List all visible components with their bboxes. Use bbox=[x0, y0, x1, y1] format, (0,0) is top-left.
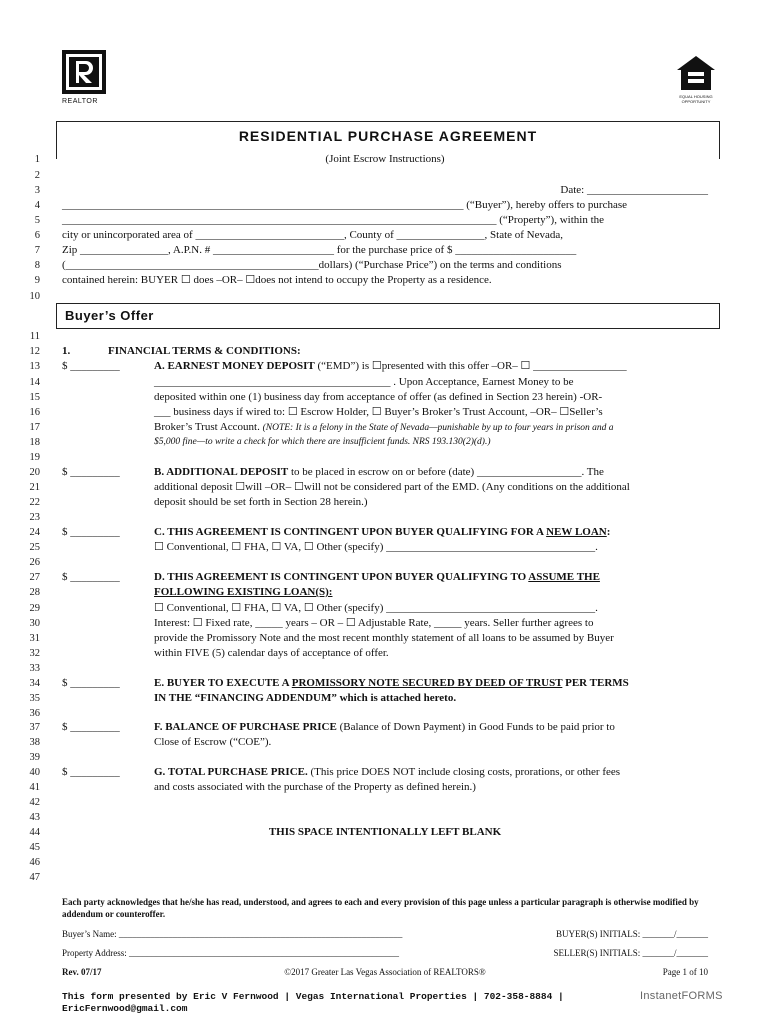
new-loan-heading bbox=[154, 525, 708, 540]
line-number: 6 bbox=[34, 230, 40, 241]
assume-loan-line-5: provide the Promissory Note and the most recent monthly statement of all loans to be assumed by Buyer bbox=[154, 632, 614, 644]
line-number: 26 bbox=[29, 557, 40, 568]
additional-deposit-label: B. ADDITIONAL DEPOSIT bbox=[154, 466, 289, 478]
additional-deposit-line-3: deposit should be set forth in Section 28 herein.) bbox=[154, 496, 368, 508]
balance-text-1: (Balance of Down Payment) in Good Funds to be paid prior to bbox=[336, 721, 615, 733]
promissory-note-underlined: PROMISSORY NOTE SECURED BY DEED OF TRUST bbox=[291, 677, 563, 689]
date-field[interactable]: Date: ______________________ bbox=[560, 184, 708, 196]
occupancy-line[interactable]: contained herein: BUYER ☐ does –OR– ☐does not intend to occupy the Property as a residence. bbox=[62, 274, 492, 286]
revision: Rev. 07/17 bbox=[62, 967, 102, 977]
assume-loan-label-underlined: ASSUME THE bbox=[528, 571, 600, 583]
line-number: 42 bbox=[29, 797, 40, 808]
line-number: 24 bbox=[29, 527, 40, 538]
emd-note: (NOTE: It is a felony in the State of Nevada—punishable by up to four years in prison and a bbox=[262, 423, 614, 433]
eho-label: EQUAL HOUSING OPPORTUNITY bbox=[679, 94, 713, 104]
line-number: 29 bbox=[29, 603, 40, 614]
balance-label: F. BALANCE OF PURCHASE PRICE bbox=[154, 721, 337, 733]
emd-line-4[interactable]: ___ business days if wired to: ☐ Escrow Holder, ☐ Buyer’s Broker’s Trust Account, –OR– ☐Seller’s bbox=[154, 406, 603, 418]
assume-loan-heading bbox=[154, 570, 708, 585]
line-number: 16 bbox=[29, 407, 40, 418]
line-number: 11 bbox=[29, 331, 40, 342]
new-loan-options[interactable]: ☐ Conventional, ☐ FHA, ☐ VA, ☐ Other (specify) ______________________________________. bbox=[154, 541, 598, 553]
line-number: 45 bbox=[29, 842, 40, 853]
copyright: ©2017 Greater Las Vegas Association of REALTORS® bbox=[284, 967, 486, 977]
assume-loan-amount[interactable]: $ _________ bbox=[62, 571, 120, 583]
financial-num: 1. bbox=[62, 345, 71, 357]
line-number: 36 bbox=[29, 708, 40, 719]
dollars-line[interactable]: (______________________________________________dollars) (“Purchase Price”) on the terms and conditions bbox=[62, 259, 562, 271]
city-line[interactable]: city or unincorporated area of ___________________________, County of ________________, State of Nevada, bbox=[62, 229, 564, 241]
line-number: 32 bbox=[29, 648, 40, 659]
instanet-logo: InstanetFORMS bbox=[640, 990, 723, 1002]
emd-line-6: $5,000 fine—to write a check for which there are insufficient funds. NRS 193.130(2)(d).) bbox=[154, 437, 491, 447]
line-number: 21 bbox=[29, 482, 40, 493]
emd-line-1 bbox=[154, 359, 708, 374]
additional-deposit-amount[interactable]: $ _________ bbox=[62, 466, 120, 478]
line-number: 30 bbox=[29, 618, 40, 629]
balance-line-1 bbox=[154, 720, 708, 735]
presented-by: This form presented by Eric V Fernwood | Vegas International Properties | 702-358-8884 | bbox=[62, 991, 564, 1002]
line-number: 39 bbox=[29, 752, 40, 763]
emd-amount[interactable]: $ _________ bbox=[62, 360, 120, 372]
new-loan-colon: : bbox=[606, 526, 611, 538]
line-number: 5 bbox=[34, 215, 40, 226]
additional-deposit-line-1 bbox=[154, 465, 708, 480]
line-number: 34 bbox=[29, 678, 40, 689]
property-address-field[interactable]: Property Address: ____________________________________________________________ bbox=[62, 948, 399, 958]
balance-line-2: Close of Escrow (“COE”). bbox=[154, 736, 272, 748]
line-number: 17 bbox=[29, 422, 40, 433]
emd-label: A. EARNEST MONEY DEPOSIT bbox=[154, 360, 315, 372]
line-number: 23 bbox=[29, 512, 40, 523]
line-number: 35 bbox=[29, 693, 40, 704]
emd-line-5 bbox=[154, 420, 708, 436]
zip-line[interactable]: Zip ________________, A.P.N. # ______________________ for the purchase price of $ ______________________ bbox=[62, 244, 577, 256]
line-number: 43 bbox=[29, 812, 40, 823]
assume-loan-heading-2: FOLLOWING EXISTING LOAN(S): bbox=[154, 586, 333, 598]
line-number: 8 bbox=[34, 260, 40, 271]
total-price-amount[interactable]: $ _________ bbox=[62, 766, 120, 778]
line-number: 25 bbox=[29, 542, 40, 553]
additional-deposit-text-1[interactable]: to be placed in escrow on or before (date) ___________________. The bbox=[288, 466, 604, 478]
promissory-note-label: E. BUYER TO EXECUTE A bbox=[154, 677, 292, 689]
subtitle: (Joint Escrow Instructions) bbox=[325, 153, 445, 165]
line-number: 12 bbox=[29, 346, 40, 357]
page-title: RESIDENTIAL PURCHASE AGREEMENT bbox=[238, 128, 538, 144]
equal-housing-logo bbox=[674, 55, 718, 104]
section-header-box bbox=[56, 303, 720, 329]
section-title: Buyer’s Offer bbox=[65, 308, 154, 323]
line-number: 33 bbox=[29, 663, 40, 674]
line-number: 44 bbox=[29, 827, 40, 838]
assume-loan-label: D. THIS AGREEMENT IS CONTINGENT UPON BUYER QUALIFYING TO bbox=[154, 571, 529, 583]
realtor-r-icon bbox=[62, 50, 106, 94]
emd-text-1[interactable]: (“EMD”) is ☐presented with this offer –OR– ☐ _________________ bbox=[314, 360, 627, 372]
line-number: 20 bbox=[29, 467, 40, 478]
realtor-label: REALTOR bbox=[62, 98, 98, 105]
emd-line-2[interactable]: ___________________________________________ . Upon Acceptance, Earnest Money to be bbox=[154, 376, 574, 388]
line-number: 2 bbox=[34, 170, 40, 181]
emd-line-3: deposited within one (1) business day from acceptance of offer (as defined in Section 23 herein) -OR- bbox=[154, 391, 603, 403]
promissory-note-end: PER TERMS bbox=[562, 677, 629, 689]
line-number: 38 bbox=[29, 737, 40, 748]
line-number: 15 bbox=[29, 392, 40, 403]
assume-loan-options[interactable]: ☐ Conventional, ☐ FHA, ☐ VA, ☐ Other (specify) ______________________________________. bbox=[154, 602, 598, 614]
seller-initials-field[interactable]: SELLER(S) INITIALS: _______/_______ bbox=[553, 948, 708, 958]
page-number: Page 1 of 10 bbox=[662, 967, 708, 977]
line-number: 40 bbox=[29, 767, 40, 778]
balance-amount[interactable]: $ _________ bbox=[62, 721, 120, 733]
promissory-note-heading bbox=[154, 676, 708, 691]
agent-email[interactable]: EricFernwood@gmail.com bbox=[62, 1003, 188, 1014]
line-number: 9 bbox=[34, 275, 40, 286]
property-line[interactable]: _______________________________________________________________________________ (“Property”), within the bbox=[62, 214, 605, 226]
new-loan-amount[interactable]: $ _________ bbox=[62, 526, 120, 538]
equal-housing-icon bbox=[676, 55, 716, 91]
acknowledgement: Each party acknowledges that he/she has read, understood, and agrees to each and every provision of this page unless a particular paragraph is otherwise modified by addendum or counteroffer. bbox=[62, 897, 699, 919]
promissory-note-amount[interactable]: $ _________ bbox=[62, 677, 120, 689]
line-number: 13 bbox=[29, 361, 40, 372]
new-loan-label-underlined: NEW LOAN bbox=[546, 526, 607, 538]
line-number: 7 bbox=[34, 245, 40, 256]
blank-space-notice: THIS SPACE INTENTIONALLY LEFT BLANK bbox=[268, 826, 502, 838]
line-number: 3 bbox=[34, 185, 40, 196]
line-number: 10 bbox=[29, 291, 40, 302]
line-number: 22 bbox=[29, 497, 40, 508]
financial-heading: FINANCIAL TERMS & CONDITIONS: bbox=[108, 345, 301, 357]
line-number: 1 bbox=[34, 154, 40, 165]
additional-deposit-line-2[interactable]: additional deposit ☐will –OR– ☐will not be considered part of the EMD. (Any conditions on the additional bbox=[154, 481, 630, 493]
total-price-label: G. TOTAL PURCHASE PRICE. bbox=[154, 766, 308, 778]
total-price-text-1: (This price DOES NOT include closing costs, prorations, or other fees bbox=[307, 766, 621, 778]
line-number: 18 bbox=[29, 437, 40, 448]
line-number: 47 bbox=[29, 872, 40, 883]
buyer-line[interactable]: _________________________________________________________________________ (“Buyer”), hereby offers to purchase bbox=[62, 199, 628, 211]
line-number: 27 bbox=[29, 572, 40, 583]
line-number: 14 bbox=[29, 377, 40, 388]
line-number: 19 bbox=[29, 452, 40, 463]
line-number: 4 bbox=[34, 200, 40, 211]
buyer-initials-field[interactable]: BUYER(S) INITIALS: _______/_______ bbox=[556, 929, 708, 939]
line-number: 31 bbox=[29, 633, 40, 644]
line-number: 46 bbox=[29, 857, 40, 868]
assume-loan-interest[interactable]: Interest: ☐ Fixed rate, _____ years – OR – ☐ Adjustable Rate, _____ years. Seller further agrees to bbox=[154, 617, 594, 629]
line-number: 41 bbox=[29, 782, 40, 793]
emd-text-5a: Broker’s Trust Account. bbox=[154, 421, 263, 433]
realtor-logo bbox=[62, 50, 106, 106]
buyer-name-field[interactable]: Buyer’s Name: _______________________________________________________________ bbox=[62, 929, 403, 939]
new-loan-label: C. THIS AGREEMENT IS CONTINGENT UPON BUYER QUALIFYING FOR A bbox=[154, 526, 547, 538]
total-price-line-2: and costs associated with the purchase of the Property as defined herein.) bbox=[154, 781, 476, 793]
line-number: 28 bbox=[29, 587, 40, 598]
promissory-note-line-2: IN THE “FINANCING ADDENDUM” which is attached hereto. bbox=[154, 692, 457, 704]
line-number: 37 bbox=[29, 722, 40, 733]
total-price-line-1 bbox=[154, 765, 708, 780]
assume-loan-line-6: within FIVE (5) calendar days of acceptance of offer. bbox=[154, 647, 389, 659]
